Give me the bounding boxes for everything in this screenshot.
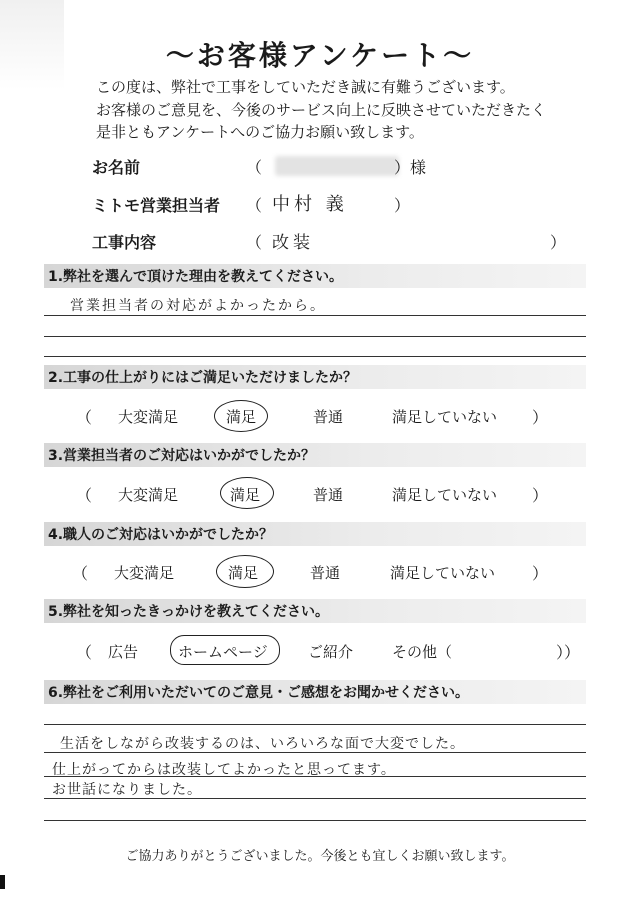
q2-option-very-satisfied[interactable]: 大変満足 xyxy=(118,408,179,426)
q6-rule-1 xyxy=(44,724,586,725)
q6-answer-line-3: お世話になりました。 xyxy=(52,782,202,798)
q4-option-not-satisfied[interactable]: 満足していない xyxy=(390,564,496,582)
q2-header xyxy=(44,365,586,389)
work-open-paren: （ xyxy=(246,233,263,252)
q6-header xyxy=(44,680,586,704)
q5-label: 5.弊社を知ったきっかけを教えてください。 xyxy=(48,604,330,620)
q5-header xyxy=(44,599,586,623)
q3-label: 3.営業担当者のご対応はいかがでしたか？ xyxy=(48,448,316,464)
q1-label: 1.弊社を選んで頂けた理由を教えてください。 xyxy=(48,269,344,285)
name-close-paren: ）様 xyxy=(394,158,427,177)
q1-header xyxy=(44,264,586,288)
staff-value: 中村 義 xyxy=(272,194,348,215)
work-label: 工事内容 xyxy=(92,233,157,252)
q3-open-paren: （ xyxy=(76,486,93,505)
q3-close-paren: ） xyxy=(532,486,549,505)
q3-option-very-satisfied[interactable]: 大変満足 xyxy=(118,486,179,504)
q5-option-advertisement[interactable]: 広告 xyxy=(108,643,139,661)
q4-option-average[interactable]: 普通 xyxy=(310,564,341,582)
q6-answer-line-2: 仕上がってからは改装してよかったと思ってます。 xyxy=(52,762,396,778)
staff-label: ミトモ営業担当者 xyxy=(92,196,221,215)
q5-option-homepage[interactable]: ホームページ xyxy=(178,643,268,661)
q6-rule-3 xyxy=(44,776,586,777)
scan-mark xyxy=(0,875,5,889)
q4-open-paren: （ xyxy=(72,564,89,583)
q3-option-average[interactable]: 普通 xyxy=(313,486,344,504)
q3-option-satisfied[interactable]: 満足 xyxy=(230,486,261,504)
q1-rule-3 xyxy=(44,356,586,357)
q6-rule-4 xyxy=(44,798,586,799)
q6-label: 6.弊社をご利用いただいてのご意見・ご感想をお聞かせください。 xyxy=(48,685,470,701)
intro-line-1: この度は、弊社で工事をしていただき誠に有難うございます。 xyxy=(96,78,515,96)
page-title: ～お客様アンケート～ xyxy=(165,39,475,72)
q1-answer: 営業担当者の対応がよかったから。 xyxy=(70,298,326,314)
footer-thanks: ご協力ありがとうございました。今後とも宜しくお願い致します。 xyxy=(125,849,515,864)
q4-option-satisfied[interactable]: 満足 xyxy=(228,564,259,582)
q5-open-paren: （ xyxy=(76,643,93,662)
name-open-paren: （ xyxy=(246,158,263,177)
q4-header xyxy=(44,522,586,546)
q5-option-referral[interactable]: ご紹介 xyxy=(308,643,354,661)
name-label: お名前 xyxy=(92,158,141,177)
q3-header xyxy=(44,443,586,467)
q2-option-satisfied[interactable]: 満足 xyxy=(226,408,257,426)
q2-option-not-satisfied[interactable]: 満足していない xyxy=(392,408,498,426)
work-close-paren: ） xyxy=(550,233,567,252)
q6-rule-2 xyxy=(44,752,586,753)
q1-rule-1 xyxy=(44,315,586,316)
q6-answer-line-1: 生活をしながら改装するのは、いろいろな面で大変でした。 xyxy=(60,736,465,752)
staff-close-paren: ） xyxy=(394,196,411,215)
intro-line-2: お客様のご意見を、今後のサービス向上に反映させていただきたく xyxy=(96,101,547,119)
q4-close-paren: ） xyxy=(532,564,549,583)
name-redaction xyxy=(275,156,399,176)
intro-line-3: 是非ともアンケートへのご協力お願い致します。 xyxy=(96,123,424,141)
q5-option-other[interactable]: その他（ xyxy=(392,643,453,661)
q3-option-not-satisfied[interactable]: 満足していない xyxy=(392,486,498,504)
q2-open-paren: （ xyxy=(76,408,93,427)
q2-label: 2.工事の仕上がりにはご満足いただけましたか？ xyxy=(48,370,358,386)
work-value: 改装 xyxy=(272,233,314,253)
staff-open-paren: （ xyxy=(246,196,263,215)
q4-label: 4.職人のご対応はいかがでしたか？ xyxy=(48,527,274,543)
q6-rule-5 xyxy=(44,820,586,821)
q5-close-paren: ）） xyxy=(556,643,581,662)
q2-close-paren: ） xyxy=(532,408,549,427)
q1-rule-2 xyxy=(44,336,586,337)
q4-option-very-satisfied[interactable]: 大変満足 xyxy=(114,564,175,582)
q2-option-average[interactable]: 普通 xyxy=(313,408,344,426)
